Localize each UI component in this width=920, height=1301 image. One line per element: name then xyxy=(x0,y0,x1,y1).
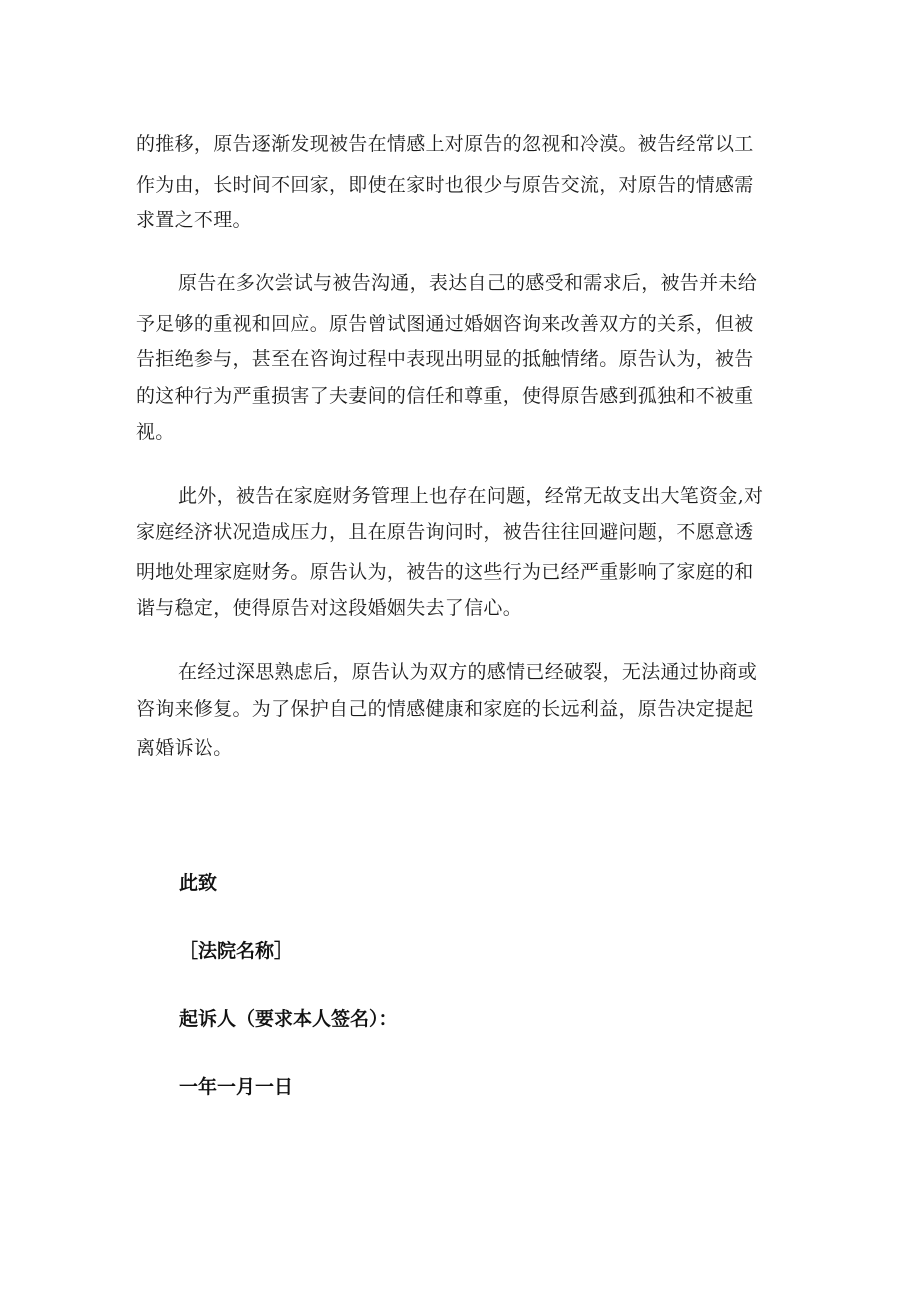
paragraph-1-line: 作为由，长时间不回家，即使在家时也很少与原告交流，对原告的情感需 xyxy=(136,174,754,196)
paragraph-4-line: 咨询来修复。为了保护自己的情感健康和家庭的长远利益，原告决定提起 xyxy=(136,698,754,720)
paragraph-4-line: 在经过深思熟虑后，原告认为双方的感情已经破裂，无法通过协商或 xyxy=(178,661,758,683)
paragraph-2-line: 原告在多次尝试与被告沟通，表达自己的感受和需求后，被告并未给 xyxy=(178,272,758,294)
paragraph-3-line: 家庭经济状况造成压力，且在原告询问时，被告往往回避问题，不愿意透 xyxy=(136,521,754,543)
paragraph-3-line: 此外，被告在家庭财务管理上也存在问题，经常无故支出大笔资金,对 xyxy=(178,485,764,507)
paragraph-2-line: 予足够的重视和回应。原告曾试图通过婚姻咨询来改善双方的关系，但被 xyxy=(136,313,754,335)
plaintiff-signature-line: 起诉人（要求本人签名）： xyxy=(179,1008,398,1030)
paragraph-3-line: 谐与稳定，使得原告对这段婚姻失去了信心。 xyxy=(136,597,523,619)
paragraph-4-line: 离婚诉讼。 xyxy=(136,737,233,759)
paragraph-1-line: 的推移，原告逐渐发现被告在情感上对原告的忽视和冷漠。被告经常以工 xyxy=(136,133,754,155)
court-name: ［法院名称］ xyxy=(179,940,294,962)
paragraph-2-line: 的这种行为严重损害了夫妻间的信任和尊重，使得原告感到孤独和不被重 xyxy=(136,385,754,407)
paragraph-2-line: 视。 xyxy=(136,421,175,443)
paragraph-1-line: 求置之不理。 xyxy=(136,209,252,231)
paragraph-3-line: 明地处理家庭财务。原告认为，被告的这些行为已经严重影响了家庭的和 xyxy=(136,561,754,583)
date-line: 一年一月一日 xyxy=(179,1076,294,1098)
paragraph-2-line: 告拒绝参与，甚至在咨询过程中表现出明显的抵触情绪。原告认为，被告 xyxy=(136,348,754,370)
salutation: 此致 xyxy=(179,872,218,894)
